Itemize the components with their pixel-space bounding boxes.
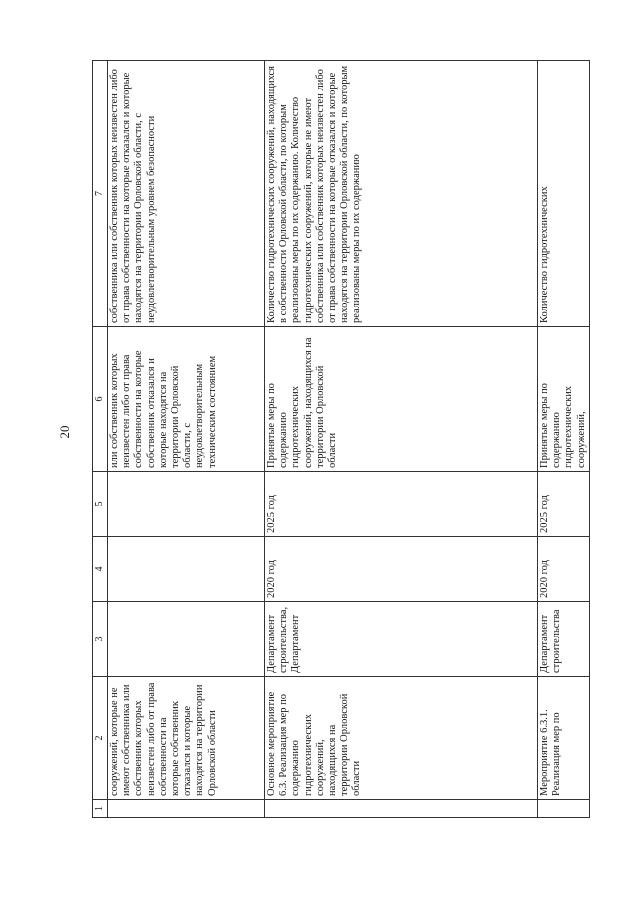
table-cell: Основное мероприятие 6.3. Реализация мер по содержанию гидротехнических сооружений, находящихся на территории Орловской области bbox=[265, 677, 538, 800]
table-header-row bbox=[93, 61, 108, 818]
table-cell: Принятые меры по содержанию гидротехнических сооружений, находящихся на территории Орловской области bbox=[265, 327, 538, 472]
header-cell-3: 3 bbox=[93, 602, 108, 677]
table-row bbox=[108, 61, 265, 818]
table-cell: 2025 год bbox=[538, 472, 590, 537]
header-cell-4: 4 bbox=[93, 537, 108, 602]
table-cell: 2025 год bbox=[265, 472, 538, 537]
table-cell: Принятые меры по содержанию гидротехнических сооружений, bbox=[538, 327, 590, 472]
table-row bbox=[265, 61, 538, 818]
header-cell-1: 1 bbox=[93, 800, 108, 818]
header-cell-7: 7 bbox=[93, 61, 108, 327]
table-cell: Мероприятие 6.3.1. Реализация мер по bbox=[538, 677, 590, 800]
page-number: 20 bbox=[57, 425, 72, 439]
header-cell-2: 2 bbox=[93, 677, 108, 800]
table-cell bbox=[265, 800, 538, 818]
table-cell: Количество гидротехнических сооружений, находящихся в собственности Орловской области, по которым реализованы меры по их содержанию. Количество гидротехнических сооружений, которые не имеют собственника или собственник которых неизвестен либо от права собственности на которые отказался и которые находятся на территории Орловской области, по которым реализованы меры по их содержанию bbox=[265, 61, 538, 327]
measures-table bbox=[92, 60, 590, 818]
rotated-table-wrapper bbox=[92, 65, 640, 818]
table-cell: или собственник которых неизвестен либо от права собственности на которые собственник отказался и которые находятся на территории Орловской области, с неудовлетворительным техническим состоянием bbox=[108, 327, 265, 472]
table-cell bbox=[108, 472, 265, 537]
table-cell bbox=[538, 800, 590, 818]
table-cell bbox=[108, 800, 265, 818]
table-cell bbox=[108, 602, 265, 677]
header-cell-6: 6 bbox=[93, 327, 108, 472]
table-cell: сооружений, которые не имеют собственника или собственник которых неизвестен либо от права собственности на которые собственник отказался и которые находятся на территории Орловской области bbox=[108, 677, 265, 800]
table-row bbox=[538, 61, 590, 818]
table-cell: Департамент строительства bbox=[538, 602, 590, 677]
table-cell: 2020 год bbox=[265, 537, 538, 602]
table-cell: Департамент строительства, Департамент bbox=[265, 602, 538, 677]
table-cell: собственника или собственник которых неизвестен либо от права собственности на которые отказался и которые находятся на территории Орловской области, с неудовлетворительным уровнем безопасности bbox=[108, 61, 265, 327]
header-cell-5: 5 bbox=[93, 472, 108, 537]
table-cell bbox=[108, 537, 265, 602]
table-cell: Количество гидротехнических bbox=[538, 61, 590, 327]
table-cell: 2020 год bbox=[538, 537, 590, 602]
